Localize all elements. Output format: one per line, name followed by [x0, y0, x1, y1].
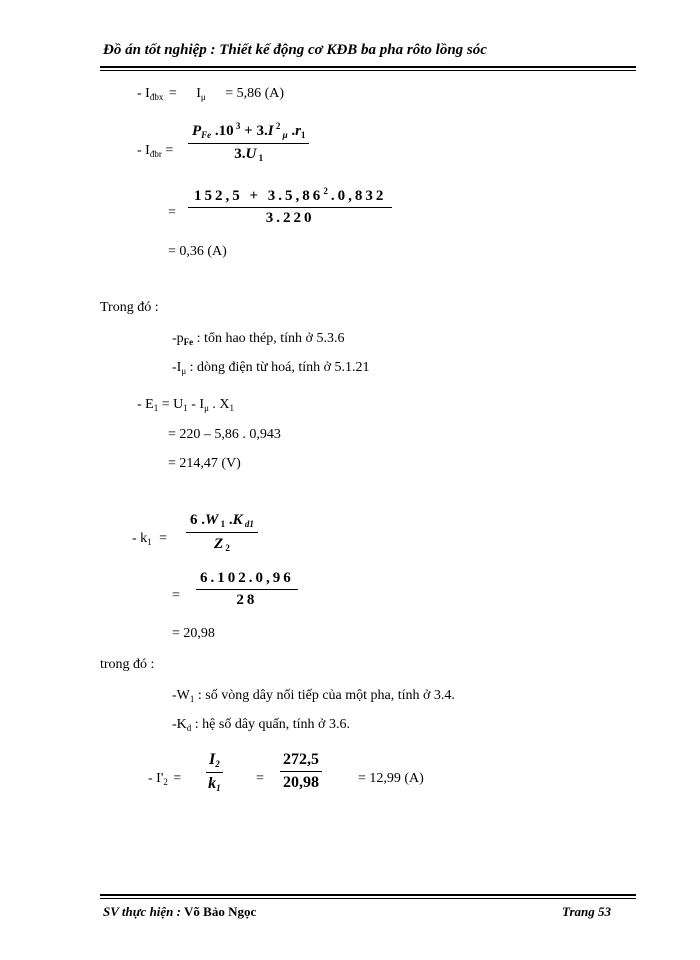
equation-k1-eq2: =: [172, 588, 180, 603]
equation-e1-line3: = 214,47 (V): [168, 456, 241, 471]
header-rule-thin: [100, 70, 636, 71]
footer-author: [103, 904, 256, 920]
where-label-2: trong đó :: [100, 657, 155, 672]
fraction-i2-k1: [206, 752, 223, 793]
equation-idbr-label: - $I_{đbr}$ =: [137, 143, 174, 159]
equation-e1-line2: = 220 – 5,86 . 0,943: [168, 427, 281, 442]
footer-author-name: Võ Bảo Ngọc: [181, 904, 257, 919]
fraction-idbr-denominator: 3.U $_1$: [234, 146, 264, 163]
where-item-kd: $-K_d$ : hệ số dây quấn, tính ở 3.6.: [172, 717, 350, 733]
fraction-k1-denominator: Z $_2$: [213, 536, 230, 553]
equation-k1-result: = 20,98: [172, 626, 215, 641]
fraction-k1-numeric: [196, 571, 298, 608]
fraction-k1: [186, 513, 258, 553]
equation-i2p-label: - $I'_2$ =: [148, 771, 182, 787]
fraction-k1-numeric-denominator: 28: [236, 592, 258, 608]
equation-i2p-result: = 12,99 (A): [358, 771, 424, 786]
fraction-i2-k1-denominator: $k_1$: [208, 775, 221, 793]
header-title: Đồ án tốt nghiệp : Thiết kế động cơ KĐB ba pha rôto lồng sóc: [103, 42, 487, 58]
where-item-w1: $-W_1$ : số vòng dây nối tiếp của một pha, tính ở 3.4.: [172, 688, 455, 704]
footer-page-number: Trang 53: [562, 904, 611, 919]
fraction-idbr-numeric-numerator: $152,5 + 3.5,86^2.0,832$: [194, 186, 387, 204]
footer-rule-thick: [100, 894, 636, 896]
equation-k1-label: - $k_1$ =: [132, 531, 168, 547]
where-item-pfe: $-p_{Fe}$ : tổn hao thép, tính ở 5.3.6: [172, 331, 345, 347]
header-rule-thick: [100, 66, 636, 68]
fraction-k1-numerator: 6 .W $_1$ .K $_{d1}$: [190, 512, 254, 529]
equation-e1-line1: - $E_1 = U_1 - I_\mu$ . $X_1$: [137, 397, 235, 413]
fraction-idbr-numeric-denominator: 3.220: [265, 210, 315, 226]
fraction-i2p-numeric-numerator: 272,5: [283, 751, 319, 768]
equation-idbr-result: = 0,36 (A): [168, 244, 227, 259]
equation-idbx: - $I_{đbx} = I_\mu = 5,86$ (A): [137, 86, 285, 102]
footer-rule-thin: [100, 898, 636, 899]
fraction-k1-numeric-numerator: 6.102.0,96: [200, 570, 294, 586]
fraction-idbr: [188, 122, 309, 163]
fraction-idbr-numerator: $P_{Fe}$ .10 $^3$ + 3.I $^2$ $_\mu$ $.r_1$: [192, 121, 306, 140]
where-item-imu: $-I_\mu$ : dòng điện từ hoá, tính ở 5.1.21: [172, 360, 370, 376]
equation-idbr-eq2: =: [168, 205, 176, 220]
footer-author-label: SV thực hiện :: [103, 904, 181, 919]
fraction-i2-k1-numerator: $I_2$: [209, 751, 220, 769]
fraction-i2p-numeric-denominator: 20,98: [283, 774, 319, 791]
equation-i2p-eq2: =: [256, 771, 264, 786]
where-label-1: Trong đó :: [100, 300, 159, 315]
fraction-idbr-numeric: [188, 187, 392, 226]
fraction-i2p-numeric: [280, 752, 322, 791]
